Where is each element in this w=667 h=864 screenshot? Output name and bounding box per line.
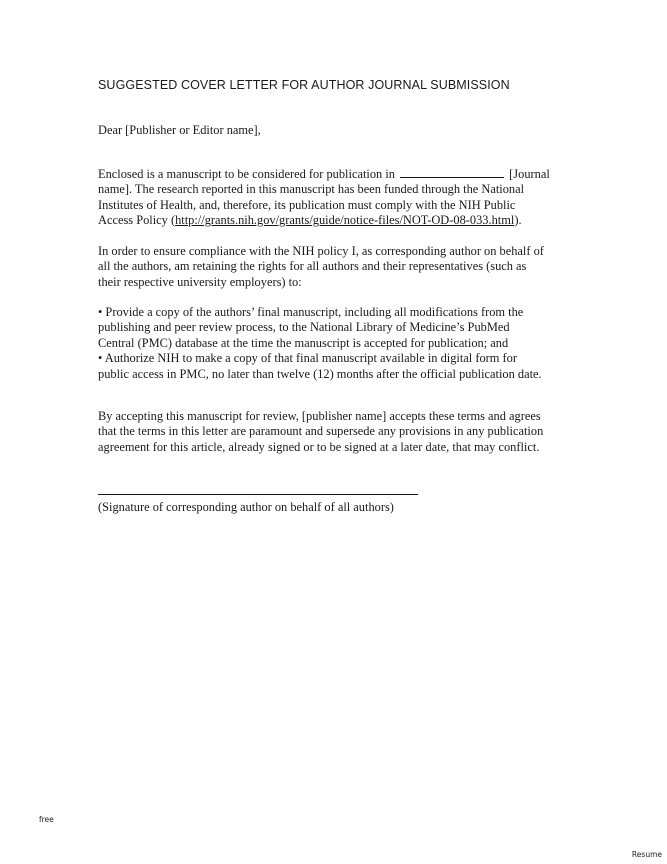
- document-heading: SUGGESTED COVER LETTER FOR AUTHOR JOURNAL SUBMISSION: [98, 78, 510, 92]
- signature-label: (Signature of corresponding author on behalf of all authors): [98, 500, 394, 514]
- paragraph-line: Institutes of Health, and, therefore, its publication must comply with the NIH Public: [98, 197, 516, 212]
- bullet-line: public access in PMC, no later than twelve (12) months after the official publication date.: [98, 366, 542, 381]
- salutation: Dear [Publisher or Editor name],: [98, 123, 261, 137]
- nih-policy-link[interactable]: http://grants.nih.gov/grants/guide/notice-files/NOT-OD-08-033.html: [175, 213, 515, 228]
- bullet-line: Central (PMC) database at the time the manuscript is accepted for publication; and: [98, 335, 509, 350]
- paragraph-line: [98, 213, 578, 228]
- footer-right-text: Resume: [631, 850, 662, 859]
- paragraph-text: [Journal: [509, 167, 550, 181]
- paragraph-line: By accepting this manuscript for review, [publisher name] accepts these terms and agrees: [98, 409, 541, 423]
- bullet-line: • Authorize NIH to make a copy of that final manuscript available in digital form for: [98, 351, 517, 366]
- bullet-line: publishing and peer review process, to the National Library of Medicine’s PubMed: [98, 320, 510, 335]
- paragraph-line: all the authors, am retaining the rights for all authors and their representatives (such as: [98, 259, 527, 274]
- paragraph-text: Enclosed is a manuscript to be considered for publication in: [98, 167, 395, 181]
- paragraph-text: ).: [514, 213, 522, 228]
- paragraph-bullet-list: [98, 305, 578, 382]
- journal-name-blank: [400, 167, 504, 178]
- footer-left-text: free: [39, 815, 54, 824]
- paragraph-compliance: [98, 244, 578, 290]
- paragraph-line: that the terms in this letter are paramount and supersede any provisions in any publication: [98, 424, 544, 439]
- paragraph-line: their respective university employers) to:: [98, 274, 302, 289]
- signature-line: [98, 494, 418, 495]
- paragraph-line: In order to ensure compliance with the NIH policy I, as corresponding author on behalf of: [98, 244, 544, 258]
- paragraph-line: name]. The research reported in this manuscript has been funded through the National: [98, 182, 525, 197]
- paragraph-text: Access Policy (: [98, 213, 176, 228]
- paragraph-acceptance-terms: [98, 409, 578, 455]
- paragraph-line: [98, 167, 578, 182]
- paragraph-enclosed-manuscript: [98, 167, 578, 229]
- bullet-line: • Provide a copy of the authors’ final manuscript, including all modifications from the: [98, 305, 524, 319]
- paragraph-line: agreement for this article, already signed or to be signed at a later date, that may conflict.: [98, 439, 540, 454]
